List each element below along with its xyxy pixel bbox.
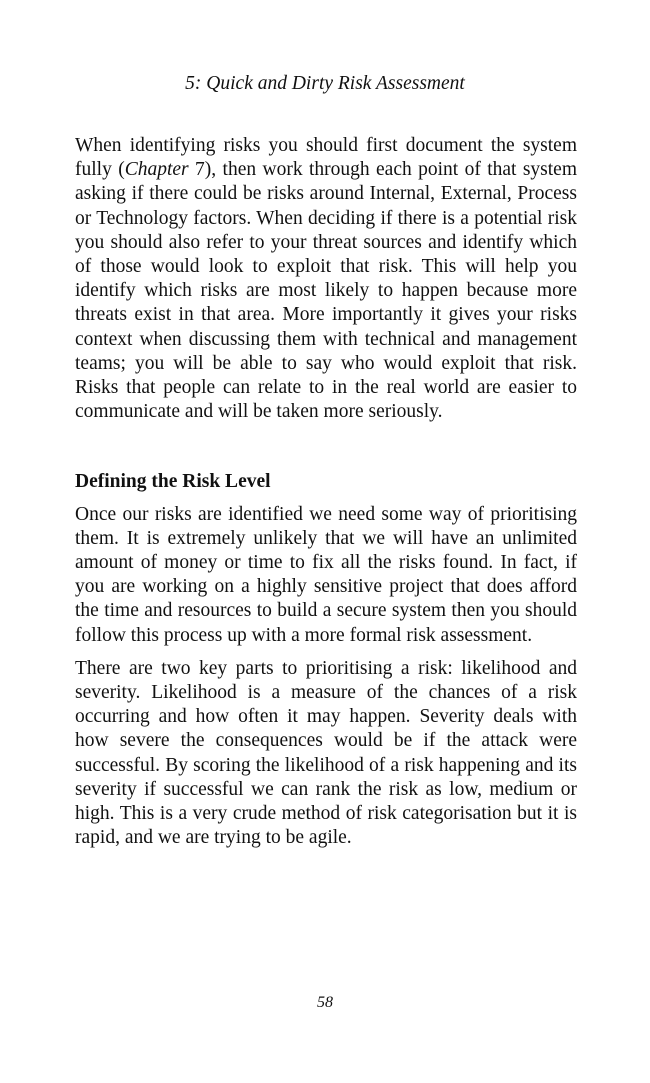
intro-text-end: ), then work through each point of that system asking if there could be risks around Internal, External, Process or Technology factors. When deciding if there is a potential risk you should also refer to your threat sources and identify which of those would look to exploit that risk. This will help you identify which risks are most likely to happen because more threats exist in that area. More importantly it gives your risks context when discussing them with technical and management teams; you will be able to say who would exploit that risk. Risks that people can relate to in the real world are easier to communicate and will be taken more seriously. (75, 159, 577, 423)
intro-text-start: When identifying risks you should first document the system fully ( (75, 135, 577, 181)
section-heading: Defining the Risk Level (75, 471, 271, 493)
chapter-reference-word: Chapter (124, 159, 189, 181)
page-number: 58 (317, 994, 333, 1011)
page-body (75, 134, 577, 850)
running-header: 5: Quick and Dirty Risk Assessment (185, 73, 465, 94)
intro-paragraph (75, 134, 577, 424)
chapter-reference-number: 7 (188, 159, 205, 181)
section-paragraph-2: There are two key parts to prioritising a risk: likelihood and severity. Likelihood is a measure of the chances of a risk occurring and how often it may happen. Severity deals with how severe the consequences would be if the attack were successful. By scoring the likelihood of a risk happening and its severity if successful we can rank the risk as low, medium or high. This is a very crude method of risk categorisation but it is rapid, and we are trying to be agile. (75, 657, 577, 849)
section-paragraph-1: Once our risks are identified we need some way of prioritising them. It is extremely unlikely that we will have an unlimited amount of money or time to fix all the risks found. In fact, if you are working on a highly sensitive project that does afford the time and resources to build a secure system then you should follow this process up with a more formal risk assessment. (75, 503, 577, 646)
chapter-reference (125, 159, 205, 180)
